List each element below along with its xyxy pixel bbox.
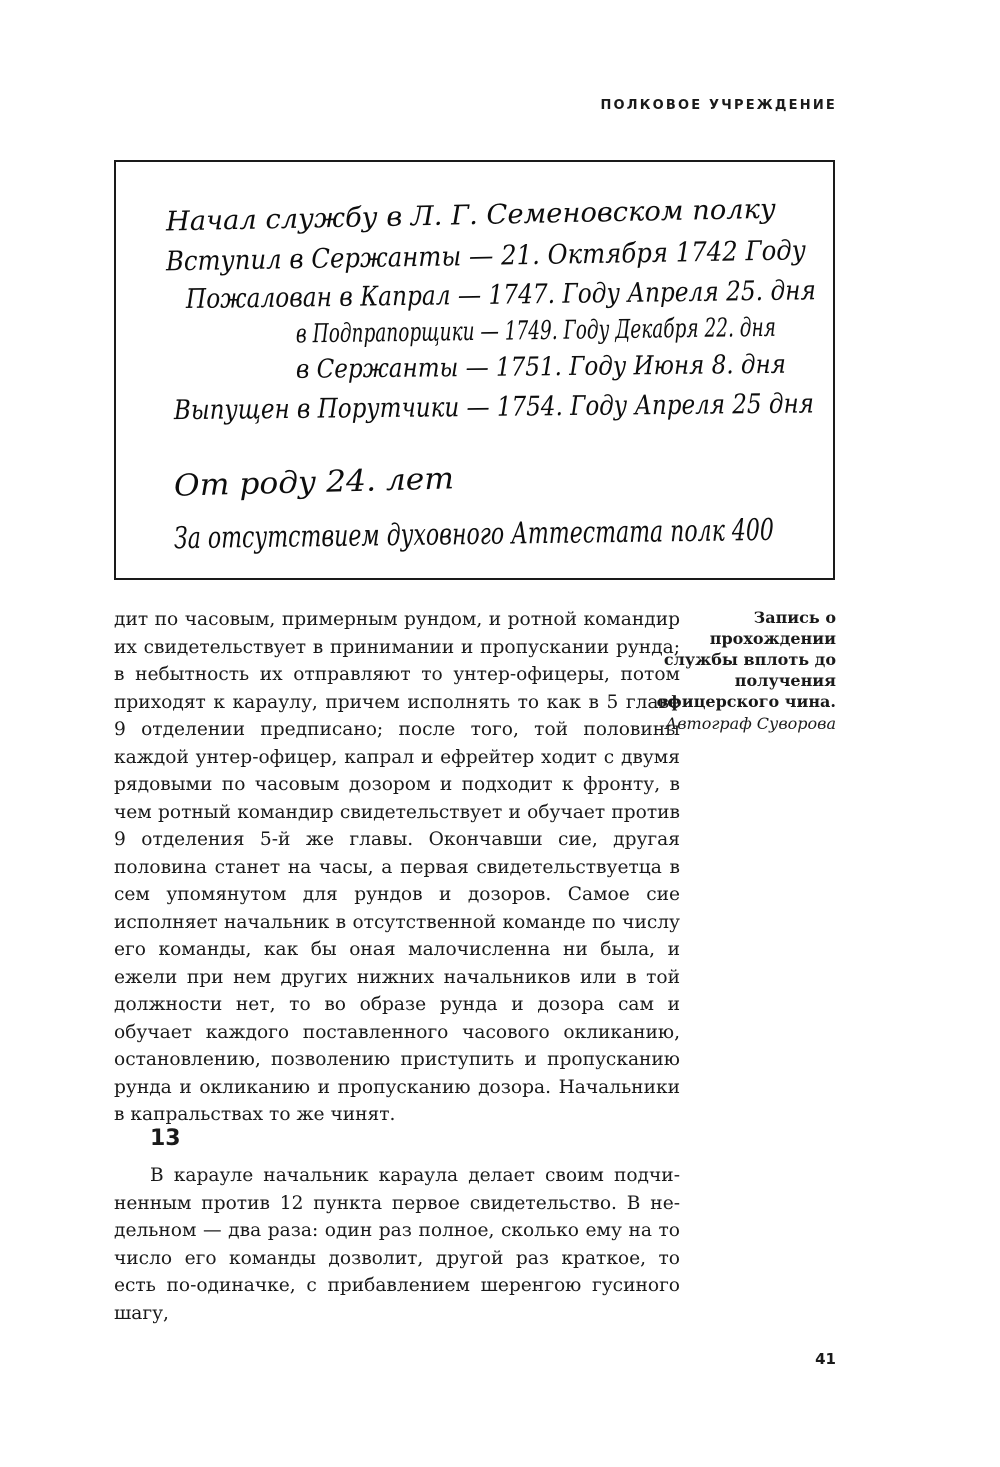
page-number: 41 — [815, 1350, 836, 1368]
caption-title: Запись о прохождении службы вплоть до получения офицерского чина. — [656, 608, 836, 711]
handwriting-line: Выпущен в Порутчики — 1754. Году Апреля 25 дня — [173, 387, 925, 427]
handwriting-line: Вступил в Сержанты — 21. Октября 1742 Году — [165, 234, 876, 278]
handwriting-line: Пожалован в Капрал — 1747. Году Апреля 25. дня — [185, 273, 919, 316]
handwriting-line: Начал службу в Л. Г. Семеновском полку — [165, 193, 769, 238]
handwriting-line: От роду 24. лет — [173, 461, 443, 504]
running-head: ПОЛКОВОЕ УЧРЕЖДЕНИЕ — [600, 98, 837, 113]
handwriting-line: в Подпрапорщики — 1749. Году Декабря 22. дня — [295, 310, 972, 350]
paragraph-text: дит по часовым, примерным рундом, и ротной командир их свидетельствует в принимании и пропускании рунда; в небытность их отправляют то унтер-офицеры, потом приходят к караулу, причем исполнять то как в 5 главе 9 отделении предписано; после того, той половины каждой унтер-офицер, капрал и ефрейтер ходит с двумя рядовыми по часовым дозором и подходит к фронту, в чем ротный командир свидетельствует и обучает против 9 отделения 5-й же главы. Окончавши сие, другая половина станет на часы, а первая свидетельствуетца в сем упомянутом для рундов и дозоров. Самое сие исполняет начальник в отсутственной команде по числу его команды, как бы оная малочисленна ни была, и ежели при нем других нижних начальников или в той должности нет, то во образе рунда и дозора сам и обучает каждого поставленного часового окликанию, остановлению, позволению приступить и пропусканию рунда и окликанию и пропусканию дозора. Начальники в капральствах то же чинят. — [114, 609, 680, 1125]
handwriting-line: За отсутствием духовного Аттестата полк 400 — [173, 509, 991, 557]
body-paragraph-1 — [114, 606, 680, 1129]
paragraph-text: В карауле начальник караула делает своим подчиненным против 12 пункта первое свидетельство. В недельном — два раза: один раз полное, сколько ему на то число его команды дозволит, другой раз краткое, то есть по-одиначке, с прибавлением шеренгою гусиного шагу, — [114, 1165, 680, 1324]
manuscript-image — [116, 162, 991, 578]
caption-attribution: Автограф Суворова — [665, 714, 836, 733]
manuscript-figure — [114, 160, 991, 580]
handwriting-line: в Сержанты — 1751. Году Июня 8. дня — [295, 349, 850, 385]
body-paragraph-2 — [114, 1162, 680, 1327]
section-number: 13 — [150, 1126, 181, 1151]
